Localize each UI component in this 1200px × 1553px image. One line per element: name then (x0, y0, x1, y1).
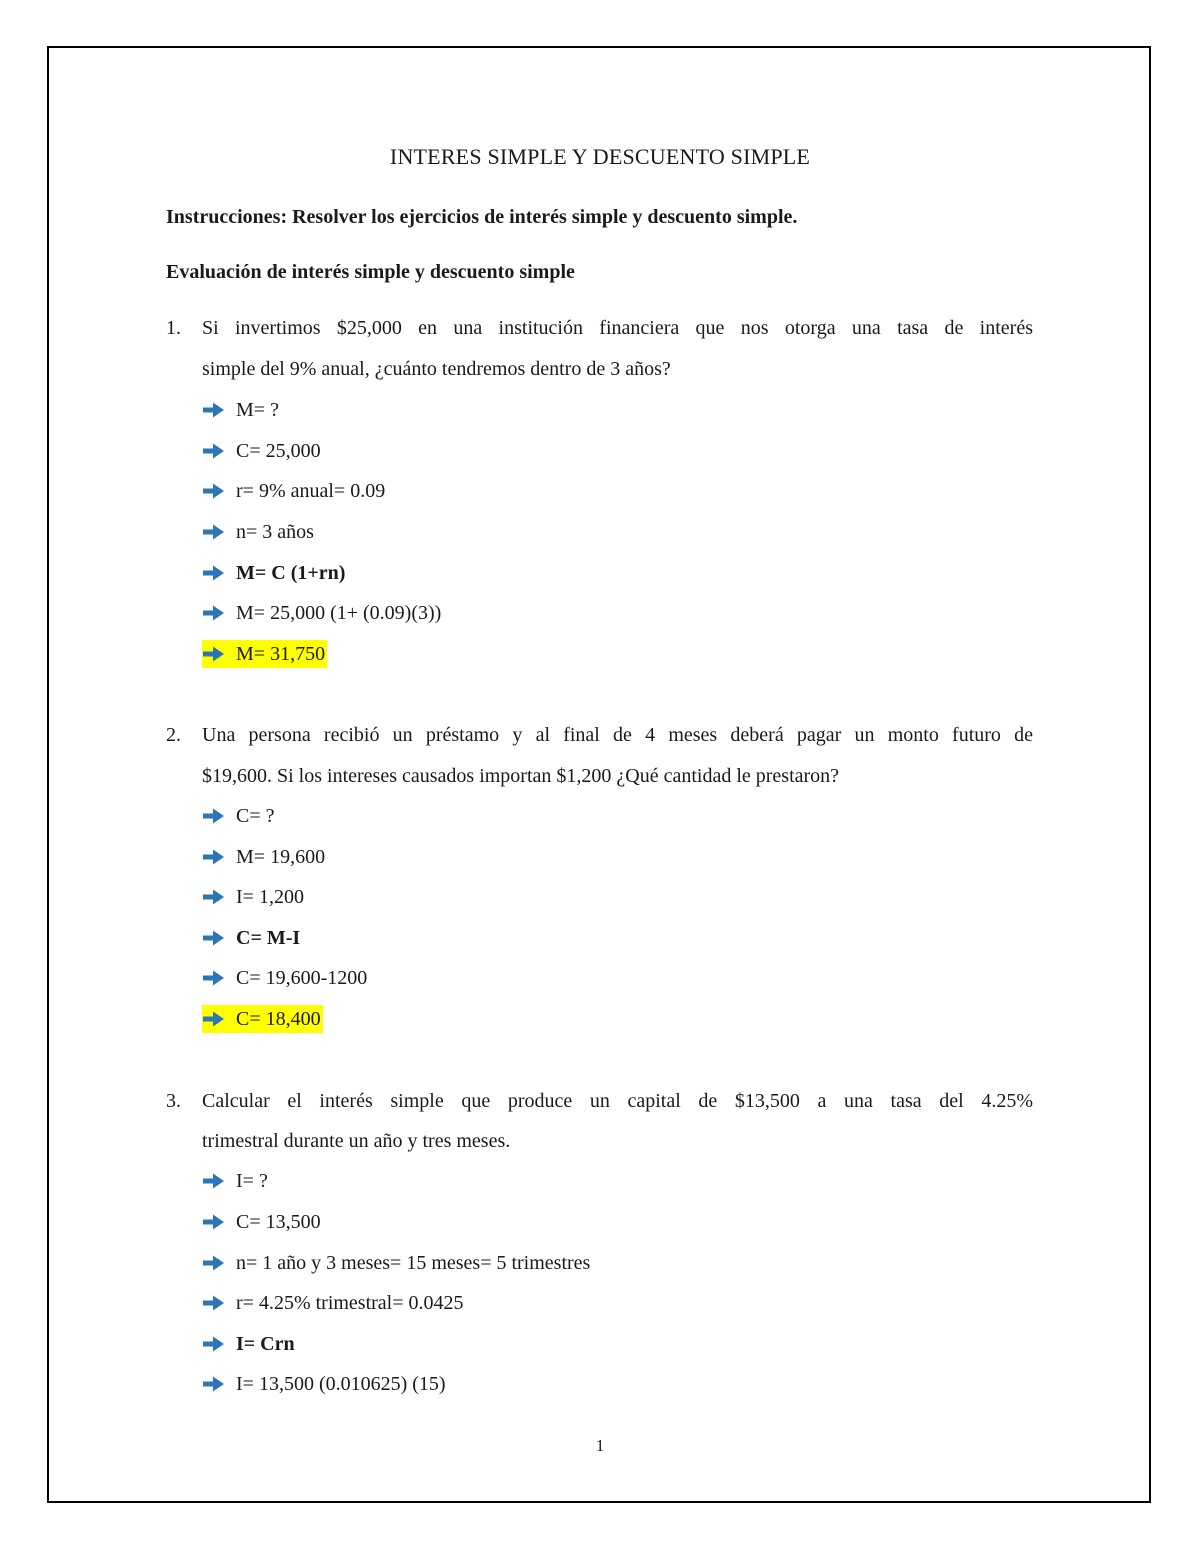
step-text: n= 1 año y 3 meses= 15 meses= 5 trimestres (236, 1252, 591, 1274)
q1-step-3 (202, 477, 385, 505)
question-1-line-1: Si invertimos $25,000 en una institución financiera que nos otorga una tasa de interés (202, 317, 1033, 339)
q2-step-4-formula (202, 924, 300, 952)
right-arrow-icon (202, 1171, 226, 1191)
step-text: I= 1,200 (236, 886, 304, 908)
q2-step-2 (202, 843, 325, 871)
q3-step-6 (202, 1370, 446, 1398)
question-2-line-2: $19,600. Si los intereses causados importan $1,200 ¿Qué cantidad le prestaron? (202, 765, 840, 787)
right-arrow-icon (202, 400, 226, 420)
question-1-number: 1. (166, 317, 181, 339)
document-title: INTERES SIMPLE Y DESCUENTO SIMPLE (389, 144, 811, 169)
question-2-line-1: Una persona recibió un préstamo y al final de 4 meses deberá pagar un monto futuro de (202, 724, 1033, 746)
right-arrow-icon (202, 481, 226, 501)
q3-step-1 (202, 1167, 268, 1195)
question-3-line-1: Calcular el interés simple que produce un capital de $13,500 a una tasa del 4.25% (202, 1090, 1033, 1112)
q1-step-5-formula (202, 559, 345, 587)
q3-step-4 (202, 1289, 464, 1317)
right-arrow-icon (202, 441, 226, 461)
q2-step-1 (202, 802, 275, 830)
q1-step-2 (202, 437, 321, 465)
right-arrow-icon (202, 1253, 226, 1273)
q3-step-3 (202, 1249, 590, 1277)
q2-step-6-result (202, 1005, 323, 1033)
right-arrow-icon (202, 1293, 226, 1313)
question-2-number: 2. (166, 724, 181, 746)
step-text: C= ? (236, 805, 275, 827)
right-arrow-icon (202, 563, 226, 583)
step-text: C= 18,400 (236, 1008, 321, 1030)
step-text: r= 4.25% trimestral= 0.0425 (236, 1292, 464, 1314)
q1-step-1 (202, 396, 279, 424)
step-text: M= 19,600 (236, 846, 326, 868)
right-arrow-icon (202, 522, 226, 542)
right-arrow-icon (202, 1374, 226, 1394)
step-text: M= ? (236, 399, 279, 421)
step-text: n= 3 años (236, 521, 314, 543)
q1-step-6 (202, 599, 441, 627)
q1-step-4 (202, 518, 314, 546)
q3-step-2 (202, 1208, 321, 1236)
right-arrow-icon (202, 1212, 226, 1232)
step-text: I= ? (236, 1170, 268, 1192)
right-arrow-icon (202, 968, 226, 988)
right-arrow-icon (202, 928, 226, 948)
q2-step-3 (202, 883, 304, 911)
step-text: C= 13,500 (236, 1211, 321, 1233)
step-text: C= 19,600-1200 (236, 967, 368, 989)
question-3-number: 3. (166, 1090, 181, 1112)
instructions-text: Instrucciones: Resolver los ejercicios de interés simple y descuento simple. (166, 206, 798, 228)
right-arrow-icon (202, 887, 226, 907)
right-arrow-icon (202, 603, 226, 623)
right-arrow-icon (202, 806, 226, 826)
right-arrow-icon (202, 1334, 226, 1354)
page-number: 1 (595, 1436, 605, 1455)
step-text: C= M-I (236, 927, 301, 949)
step-text: I= Crn (236, 1333, 295, 1355)
step-text: r= 9% anual= 0.09 (236, 480, 386, 502)
step-text: M= 25,000 (1+ (0.09)(3)) (236, 602, 442, 624)
step-text: M= C (1+rn) (236, 562, 346, 584)
step-text: I= 13,500 (0.010625) (15) (236, 1373, 446, 1395)
right-arrow-icon (202, 644, 226, 664)
q1-step-7-result (202, 640, 327, 668)
right-arrow-icon (202, 847, 226, 867)
q3-step-5-formula (202, 1330, 295, 1358)
question-3-line-2: trimestral durante un año y tres meses. (202, 1130, 511, 1152)
step-text: C= 25,000 (236, 440, 321, 462)
q2-step-5 (202, 964, 367, 992)
question-1-line-2: simple del 9% anual, ¿cuánto tendremos dentro de 3 años? (202, 358, 671, 380)
section-heading: Evaluación de interés simple y descuento simple (166, 261, 575, 283)
step-text: M= 31,750 (236, 643, 326, 665)
right-arrow-icon (202, 1009, 226, 1029)
